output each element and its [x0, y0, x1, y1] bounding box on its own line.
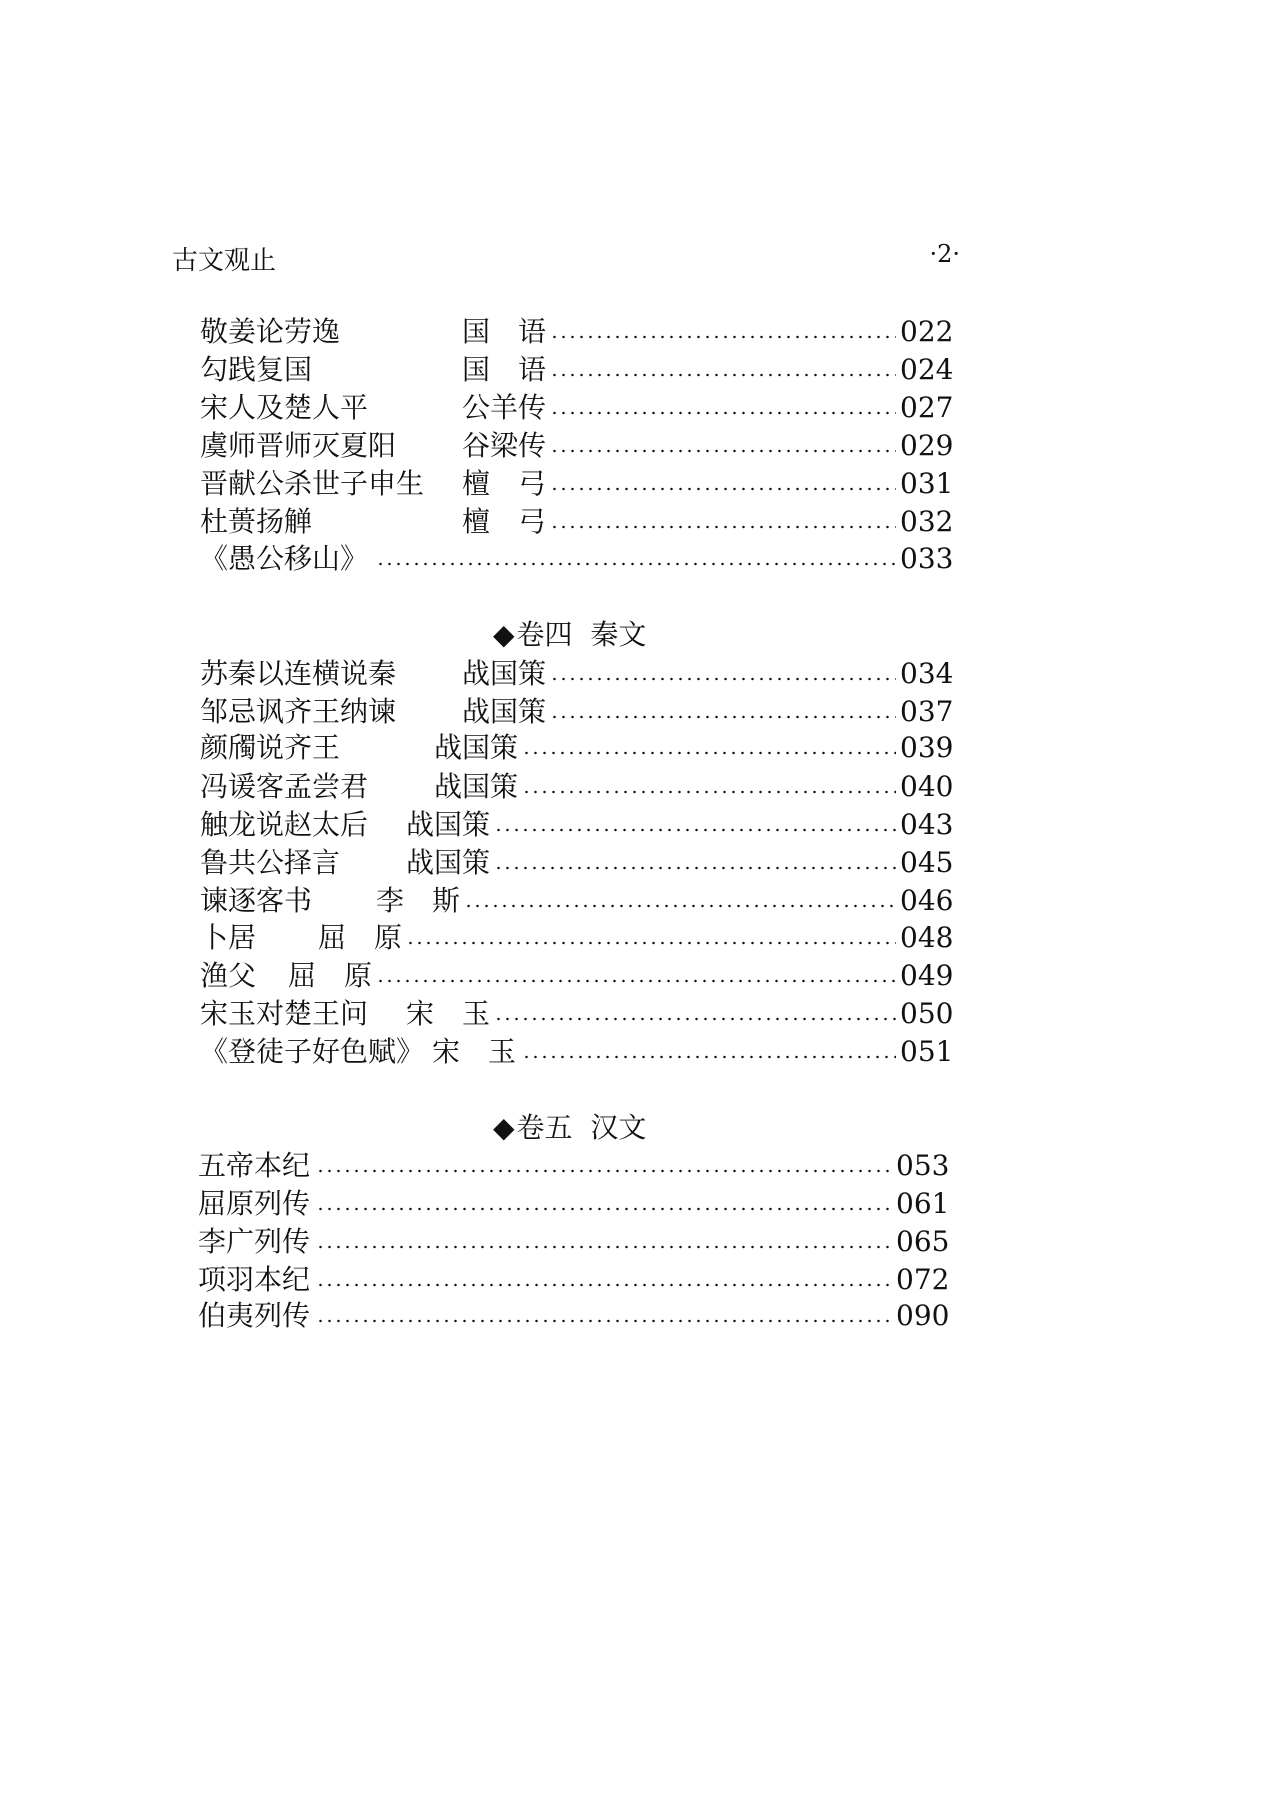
entry-title: 宋玉对楚王问 — [200, 997, 369, 1030]
entry-page: 031 — [900, 467, 954, 500]
entry-page: 045 — [900, 846, 954, 879]
dot-leader — [522, 790, 896, 794]
entry-title: 勾践复国 — [200, 353, 313, 386]
entry-title: 《愚公移山》 — [200, 542, 369, 575]
dot-leader — [522, 751, 896, 755]
entry-source: 谷梁传 — [462, 429, 547, 462]
dot-leader — [550, 715, 896, 719]
section-heading-vol5 — [493, 1110, 646, 1146]
entry-title: 敬姜论劳逸 — [200, 315, 341, 348]
entry-page: 043 — [900, 808, 954, 841]
entry-page: 029 — [900, 429, 954, 462]
diamond-icon: ◆ — [493, 618, 515, 651]
book-title: 古文观止 — [172, 246, 277, 276]
entry-title: 《登徒子好色赋》 — [200, 1035, 425, 1068]
entry-page: 022 — [900, 315, 954, 348]
page-number: ·2· — [929, 240, 960, 268]
section-label: 卷四 秦文 — [516, 618, 647, 651]
entry-source: 檀 弓 — [462, 505, 547, 538]
entry-title: 屈原列传 — [198, 1187, 311, 1220]
entry-title: 卜居 — [200, 921, 257, 954]
dot-leader — [316, 1319, 894, 1323]
dot-leader — [550, 373, 896, 377]
entry-page: 037 — [900, 695, 954, 728]
entry-source: 宋 玉 — [406, 997, 491, 1030]
entry-source: 战国策 — [406, 846, 491, 879]
entry-source: 国 语 — [462, 353, 547, 386]
entry-page: 050 — [900, 997, 954, 1030]
entry-page: 051 — [900, 1035, 954, 1068]
entry-page: 034 — [900, 657, 954, 690]
entry-page: 040 — [900, 770, 954, 803]
entry-source: 战国策 — [434, 731, 519, 764]
entry-page: 027 — [900, 391, 954, 424]
dot-leader — [550, 335, 896, 339]
entry-source: 屈 原 — [318, 921, 403, 954]
entry-source: 公羊传 — [462, 391, 547, 424]
entry-source: 战国策 — [462, 657, 547, 690]
entry-title: 触龙说赵太后 — [200, 808, 369, 841]
dot-leader — [406, 941, 896, 945]
entry-title: 渔父 — [200, 959, 257, 992]
diamond-icon: ◆ — [493, 1111, 515, 1144]
dot-leader — [550, 487, 896, 491]
dot-leader — [550, 449, 896, 453]
entry-page: 032 — [900, 505, 954, 538]
entry-title: 虞师晋师灭夏阳 — [200, 429, 397, 462]
page-header — [172, 240, 960, 276]
entry-page: 053 — [896, 1149, 950, 1182]
dot-leader — [522, 1055, 896, 1059]
entry-title: 杜蒉扬觯 — [200, 505, 313, 538]
dot-leader — [494, 828, 896, 832]
dot-leader — [550, 677, 896, 681]
entry-page: 065 — [896, 1225, 950, 1258]
entry-title: 邹忌讽齐王纳谏 — [200, 695, 397, 728]
entry-title: 鲁共公择言 — [200, 846, 341, 879]
entry-page: 033 — [900, 542, 954, 575]
entry-page: 039 — [900, 731, 954, 764]
entry-source: 国 语 — [462, 315, 547, 348]
entry-source: 宋 玉 — [432, 1035, 517, 1068]
entry-page: 024 — [900, 353, 954, 386]
entry-title: 冯谖客孟尝君 — [200, 770, 369, 803]
section-label: 卷五 汉文 — [516, 1111, 647, 1144]
dot-leader — [316, 1283, 894, 1287]
entry-page: 061 — [896, 1187, 950, 1220]
entry-title: 颜斶说齐王 — [200, 731, 341, 764]
entry-title: 谏逐客书 — [200, 884, 313, 917]
entry-source: 檀 弓 — [462, 467, 547, 500]
entry-page: 046 — [900, 884, 954, 917]
entry-title: 晋献公杀世子申生 — [200, 467, 425, 500]
entry-page: 090 — [896, 1299, 950, 1332]
dot-leader — [550, 411, 896, 415]
dot-leader — [376, 562, 896, 566]
entry-title: 伯夷列传 — [198, 1299, 311, 1332]
entry-source: 战国策 — [462, 695, 547, 728]
entry-title: 五帝本纪 — [198, 1149, 311, 1182]
entry-title: 李广列传 — [198, 1225, 311, 1258]
dot-leader — [494, 1017, 896, 1021]
entry-source: 李 斯 — [376, 884, 461, 917]
entry-page: 048 — [900, 921, 954, 954]
entry-page: 072 — [896, 1263, 950, 1296]
dot-leader — [316, 1207, 894, 1211]
entry-source: 战国策 — [434, 770, 519, 803]
dot-leader — [316, 1169, 894, 1173]
entry-page: 049 — [900, 959, 954, 992]
entry-source: 战国策 — [406, 808, 491, 841]
entry-title: 项羽本纪 — [198, 1263, 311, 1296]
dot-leader — [550, 525, 896, 529]
entry-source: 屈 原 — [288, 959, 373, 992]
entry-title: 宋人及楚人平 — [200, 391, 369, 424]
dot-leader — [464, 904, 896, 908]
dot-leader — [316, 1245, 894, 1249]
dot-leader — [376, 979, 896, 983]
section-heading-vol4 — [493, 617, 646, 653]
dot-leader — [494, 866, 896, 870]
entry-title: 苏秦以连横说秦 — [200, 657, 397, 690]
